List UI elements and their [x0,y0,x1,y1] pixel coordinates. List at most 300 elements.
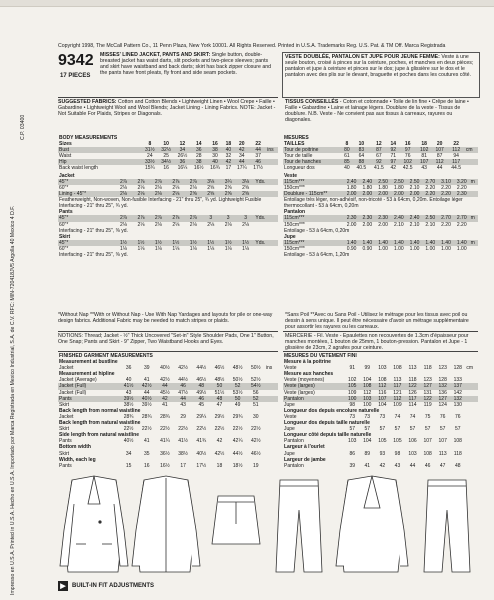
value-cell: 54½ [247,383,265,389]
unit-cell: ins [266,147,278,153]
note-row [58,197,278,209]
value-cell: 3.10 [438,179,454,185]
value-cell: 2⅛ [189,221,197,228]
value-cell: 2⅞ [115,215,132,221]
value-cell: 2⅛ [224,221,232,228]
value-cell: 2.40 [407,215,423,221]
value-cell: 71 [390,153,397,160]
row-label: Jacket (Average) [59,377,97,384]
subheading-cell: Bottom width [59,444,91,451]
french-fabrics: - Coton et cotonnade • Toile de lin fine • Crêpe de laine • Faille • Gabardine • Laine et lainage légers. Doublure de la veste - Tissus de doublure. N.B. Veste - Ne convient pas aux tissus à carreaux, rayures ou diagonales. [285,99,469,124]
value-cell: 43 [421,165,427,172]
subheading-cell: Mesure aux hanches [284,371,334,378]
value-cell: 136 [438,389,447,396]
value-cell: 108 [393,365,402,372]
value-cell: 2.00 [375,191,391,197]
value-cell: 38 [207,147,223,153]
divider [58,97,278,98]
value-cell: 41 [162,401,168,408]
value-cell: 36 [125,365,132,372]
divider [58,351,278,352]
value-cell: 118 [423,365,432,372]
value-cell: 36 [191,147,207,153]
value-cell: 57 [394,426,401,433]
value-cell: 2⅞ [167,215,184,221]
value-cell: 2⅛ [119,185,127,192]
value-cell: 92 [370,159,388,165]
value-cell: 46 [174,383,192,389]
english-fabrics: Cotton and Cotton Blends • Lightweight Linen • Wool Crepe • Faille • Gabardine • Lightweight Wool and Wool Blends; Jacket Lining - Lining Fabrics. NOTE: Jacket - Not Suitable For Plaids, Stripes or Diagonals. [58,99,276,118]
value-cell: 43 [394,462,401,469]
row-label: 60"* [59,245,69,252]
english-yardage-table [58,173,278,258]
size-cell: 18 [225,141,232,148]
value-cell: 16¾ [210,165,220,172]
value-cell: 39 [143,365,150,372]
value-cell: 2⅛ [154,221,162,228]
value-cell: 42 [223,159,234,165]
value-cell: 48 [192,383,210,389]
value-cell: 2.50 [422,215,438,221]
value-cell: 73 [364,413,371,420]
value-cell: 30 [212,153,218,160]
value-cell: 2.20 [425,185,436,192]
value-cell: 48 [210,396,228,402]
value-cell: 22½ [160,426,170,433]
value-cell: 32 [225,153,232,160]
value-cell: 43 [180,401,186,408]
value-cell: 2⅛ [150,191,167,197]
value-cell: 1.00 [425,245,436,252]
value-cell: 2.40 [344,179,360,185]
row-label: Jupe [284,401,295,408]
value-cell: 103 [378,365,387,372]
value-cell: 46½ [214,365,225,372]
row-label: Tour de poitrine [283,147,341,153]
row-label: Tour de taille [284,153,313,160]
value-cell: 105 [345,383,360,389]
value-cell: 3⅛ [202,179,219,185]
value-cell: 122 [405,383,420,389]
value-cell: 1⅛ [137,245,145,252]
section-title: MESURES DU VETEMENT FINI [284,353,357,359]
value-cell: 119 [423,401,432,408]
value-cell: 86 [349,450,355,457]
value-cell: 42.5 [402,165,413,172]
value-cell: 93 [379,450,386,457]
value-cell: 97 [388,159,399,165]
unit-cell: Yds. [254,215,278,221]
value-cell: 1.80 [362,185,373,192]
value-cell: 1.80 [393,185,404,192]
value-cell: 39½ [141,401,152,408]
value-cell: 45½ [160,389,170,396]
value-cell: 52½ [250,377,261,384]
subheading-cell: Longueur dos depuis encolure naturelle [284,407,380,414]
value-cell: 2.40 [359,179,375,185]
value-cell: 22½ [178,426,188,433]
value-cell: 2.20 [456,221,467,228]
value-cell: 112 [432,159,447,165]
value-cell: 2⅝ [207,185,215,192]
value-cell: 17 [180,462,186,469]
garment-line-drawings [58,474,478,576]
value-cell: 2.70 [438,215,454,221]
value-cell: 2⅛ [172,185,180,192]
value-cell: 42½ [160,377,170,384]
value-cell: 1½ [202,240,219,246]
row-label: Pantalon [284,462,304,469]
value-cell: 109 [348,389,357,396]
size-cell: 12 [376,141,382,148]
value-cell: 127 [420,383,435,389]
divider [58,331,278,332]
value-cell: 31½ [142,147,158,153]
value-cell: 2.00 [378,221,388,228]
value-cell: 44 [409,462,416,469]
value-cell: 38½ [178,450,188,457]
value-cell: 22½ [123,426,134,433]
value-cell: 43 [125,389,132,396]
value-cell: 39 [349,462,355,469]
value-cell: 2⅛ [207,221,215,228]
value-cell: 41¼ [160,438,170,445]
value-cell: 41.5 [374,165,384,172]
value-cell: 1⅛ [207,245,215,252]
value-cell: 1½ [115,240,132,246]
value-cell: 126 [408,389,417,396]
value-cell: 40 [223,147,234,153]
copyright-line: Copyright 1998, The McCall Pattern Co., 11 Penn Plaza, New York 10001. All Rights Reserved. Printed in U.S.A. Trademarks Reg. U.S. Pat. & TM Off. Marca Registrada [58,43,446,49]
row-label: Jacket (Full) [59,389,87,396]
unit-cell: m [470,240,478,246]
value-cell: 1.40 [359,240,375,246]
value-cell: 47 [439,462,446,469]
value-cell: 50½ [232,377,243,384]
value-cell: 83 [353,147,371,153]
value-cell: 102 [348,377,357,384]
value-cell: 76 [439,413,446,420]
value-cell: 1.40 [375,240,391,246]
value-cell: 2.00 [362,221,373,228]
size-cell: 18 [421,141,427,148]
unit-cell: Yds. [254,240,278,246]
value-cell: 28¾ [160,413,170,420]
value-cell: 117 [447,159,465,165]
value-cell: 42 [234,147,250,153]
value-cell: 28¾ [123,413,134,420]
english-notions: NOTIONS: Thread; Jacket - ½" Thick Uncovered "Set-in" Style Shoulder Pads, One 1" Button, One Snap; Pants and Skirt - 9" Zipper, Two Waistband Hooks and Eyes. [58,333,274,346]
value-cell: 44½ [196,365,207,372]
value-cell: 114 [408,401,417,408]
value-cell: 44 [436,165,443,172]
value-cell: 41 [364,462,371,469]
value-cell: 1½ [237,240,254,246]
subheading-cell: Width, each leg [59,456,96,463]
value-cell: 16 [163,165,169,172]
row-label: 115cm*** [283,179,344,185]
value-cell: 44½ [178,377,188,384]
note-row [283,252,478,258]
row-label: Back waist length [59,165,98,172]
value-cell: 92 [388,147,399,153]
value-cell: 57 [439,426,446,433]
row-label: Veste (larges) [283,383,345,389]
value-cell: 1.40 [422,240,438,246]
row-label: Sizes [59,141,72,148]
value-cell: 98 [394,450,401,457]
value-cell: 44½ [232,450,243,457]
value-cell: 1.40 [407,240,423,246]
value-cell: 103 [348,438,357,445]
jacket-back-sketch [132,476,200,572]
value-cell: 44.5 [451,165,461,172]
value-cell: 25 [163,153,169,160]
row-label: Pantalon [283,396,345,402]
unit-cell: m [470,215,478,221]
pants-back-sketch [424,480,470,572]
value-cell: 41½ [178,438,188,445]
note-cell: Interfacing - 21" thru 25", ⅜ yd. [59,252,128,259]
section-title: Jupe [284,233,296,240]
subheading-cell: Measurement at hipline [59,371,115,378]
french-body-measurements-table [283,135,478,172]
value-cell: 2.30 [375,215,391,221]
value-cell: 22½ [232,426,243,433]
value-cell: 17½ [196,462,207,469]
value-cell: 85 [341,159,352,165]
value-cell: 2.10 [409,221,420,228]
section-title: FINISHED GARMENT MEASUREMENTS [59,353,153,359]
value-cell: 105 [378,438,387,445]
value-cell: 24 [147,153,153,160]
row-label: 60"* [59,221,69,228]
value-cell: 75 [424,413,431,420]
value-cell: 133 [453,377,462,384]
value-cell: 42½ [138,383,156,389]
value-cell: 112 [363,389,372,396]
value-cell: 40 [125,377,132,384]
value-cell: 52 [229,383,247,389]
value-cell: 34 [239,153,245,160]
french-description-block [285,54,475,78]
value-cell: 2.00 [344,191,360,197]
value-cell: 131 [423,389,432,396]
value-cell: 117 [390,383,405,389]
value-cell: 76 [454,413,461,420]
row-label: Skirt [59,426,69,433]
value-cell: 0.90 [346,245,357,252]
value-cell: 108 [360,383,375,389]
value-cell: 108 [453,438,462,445]
row-label: Jacket (Full) [58,383,120,389]
note-cell: Featherweight, Non-woven, Non-fusible Interfacing - 21" thru 25", ¾ yd. Lightweight Fusible Interfacing - 21" thru 25", ¾ yd. [59,197,262,210]
subheading-cell: Longueur côté depuis taille naturelle [284,432,372,439]
value-cell: 117 [405,396,420,402]
english-body-measurements-table [58,135,278,172]
value-cell: 41 [143,377,150,384]
value-cell: 73 [379,413,386,420]
pieces-count: 17 PIECES [60,73,91,79]
french-fabrics-title: TISSUS CONSEILLÉS [285,99,339,105]
subheading-cell: Back length from natural waistline [59,420,141,427]
row-label: Jacket [59,365,74,372]
value-cell: 42 [216,438,223,445]
value-cell: 61 [344,153,350,160]
value-cell: 2.50 [375,179,391,185]
unit-cell [465,165,478,171]
value-cell: 105 [393,438,402,445]
size-cell: 14 [390,141,397,148]
value-cell: 52 [247,396,265,402]
table-row [58,463,278,469]
pants-front-sketch [276,480,322,572]
value-cell: 2⅞ [185,179,202,185]
built-in-fit-adjustments [58,579,478,593]
value-cell: 2⅛ [137,185,145,192]
value-cell: 80 [341,147,352,153]
value-cell: 28¾ [141,413,152,420]
french-finished-measurements-table [283,353,478,469]
value-cell: 2.70 [422,179,438,185]
value-cell: 87 [436,153,443,160]
value-cell: 41¾ [196,438,207,445]
value-cell: 88 [353,159,371,165]
row-label: 45"* [58,215,115,221]
envelope-flap-edge [0,0,494,7]
section-title: Jacket [59,173,75,179]
value-cell: 99 [364,365,371,372]
french-yardage-table [283,173,478,258]
value-cell: 107 [375,396,390,402]
value-cell: 16½ [160,462,170,469]
value-cell: 1.00 [456,245,467,252]
value-cell: 2⅛ [167,191,184,197]
value-cell: 15 [125,462,132,469]
value-cell: 2⅝ [219,191,236,197]
value-cell: 123 [438,365,447,372]
value-cell: 16½ [193,165,204,172]
value-cell: 116 [378,389,387,396]
value-cell: 42 [390,165,397,172]
value-cell: 122 [420,396,435,402]
row-label: 115cm*** [283,240,344,246]
value-cell: 50 [210,383,228,389]
value-cell: 44 [174,396,192,402]
value-cell: 2⅞ [167,179,184,185]
unit-cell: ins [265,365,273,372]
unit-cell: cm [465,147,478,153]
value-cell: 18 [216,462,223,469]
value-cell: 50½ [250,365,261,372]
value-cell: 42½ [250,438,261,445]
value-cell: 121 [393,389,402,396]
value-cell: 2⅞ [185,215,202,221]
value-cell: 109 [393,401,402,408]
value-cell: 17½ [253,165,263,172]
value-cell: 2⅛ [172,221,180,228]
value-cell: 2⅞ [150,179,167,185]
value-cell: 1⅛ [119,245,127,252]
value-cell: 89 [364,450,371,457]
value-cell: 106 [408,438,417,445]
value-cell: 49½ [196,389,207,396]
value-cell: 28 [195,153,202,160]
value-cell: 1.00 [409,245,420,252]
value-cell: 2⅝ [185,191,202,197]
value-cell: 42½ [214,450,225,457]
sidebar-postal-code: C.P. 03400 [20,114,26,140]
value-cell: 91 [349,365,355,372]
value-cell: 34½ [158,159,174,165]
value-cell: 2.50 [391,179,407,185]
value-cell: 48½ [232,365,243,372]
value-cell: 113 [438,450,447,457]
value-cell: 3 [219,215,236,221]
sidebar-legal-text: Impresso en U.S.A. Printed in U.S.A. Hecho en U.S.A. Importado por Marca Registrada en Mexico Industrial, S.A. de C.V. RFC: MIN-720418JV5 Argolla 40 Mexico 4 D.F. [10,205,16,595]
row-label: Skirt [59,401,69,408]
value-cell: 123 [423,377,432,384]
value-cell: 47½ [178,389,188,396]
value-cell: 47 [216,401,223,408]
value-cell: 1.40 [391,240,407,246]
value-cell: 102 [399,159,417,165]
english-fabrics-block [58,99,278,117]
value-cell: 57 [379,426,386,433]
value-cell: 3⅛ [237,179,254,185]
value-cell: 38½ [123,401,134,408]
built-in-label: BUILT-IN FIT ADJUSTMENTS [72,583,154,589]
row-label: Longueur dos [284,165,315,172]
value-cell: 2.20 [422,191,438,197]
value-cell: 40½ [160,365,170,372]
value-cell: 2.00 [391,191,407,197]
value-cell: 51½ [214,389,225,396]
value-cell: 39½ [120,396,138,402]
size-cell: 20 [239,141,245,148]
value-cell: 56 [253,389,259,396]
value-cell: 16 [143,462,150,469]
value-cell: 2.70 [454,215,470,221]
value-cell: 2⅞ [132,215,149,221]
value-cell: 104 [378,401,387,408]
value-cell: 2.20 [438,191,454,197]
value-cell: 57 [349,426,355,433]
value-cell: 87 [370,147,388,153]
row-label: Pants [59,462,72,469]
value-cell: 29¼ [196,413,207,420]
value-cell: 1½ [150,240,167,246]
value-cell: 1⅛ [154,245,162,252]
value-cell: 2⅝ [224,185,232,192]
french-title: VESTE DOUBLÉE, PANTALON ET JUPE POUR JEUNE FEMME: [285,54,440,60]
value-cell: 57 [364,426,371,433]
size-cell: 16 [212,141,218,148]
french-nap-note: *Sans Poil **Avec ou Sans Poil - Utilisez le métrage pour les tissus avec poil ou dessin à sens unique. Il peut être nécessaire d'avoir un métrage supplémentaire pour assortir les rayures ou les carreaux. [285,312,469,331]
value-cell: 1.00 [378,245,388,252]
size-cell: 12 [179,141,186,148]
unit-cell: m [470,179,478,185]
subheading-cell: Largeur à l'ourlet [284,444,325,451]
note-row [58,252,278,258]
row-label: Jacket [59,413,74,420]
section-title: Veste [284,173,298,179]
value-cell: 2⅛ [132,191,149,197]
value-cell: 103 [408,450,417,457]
table-row [283,463,478,469]
row-label: Lining - 45"* [58,191,115,197]
row-label: Hip [58,159,142,165]
